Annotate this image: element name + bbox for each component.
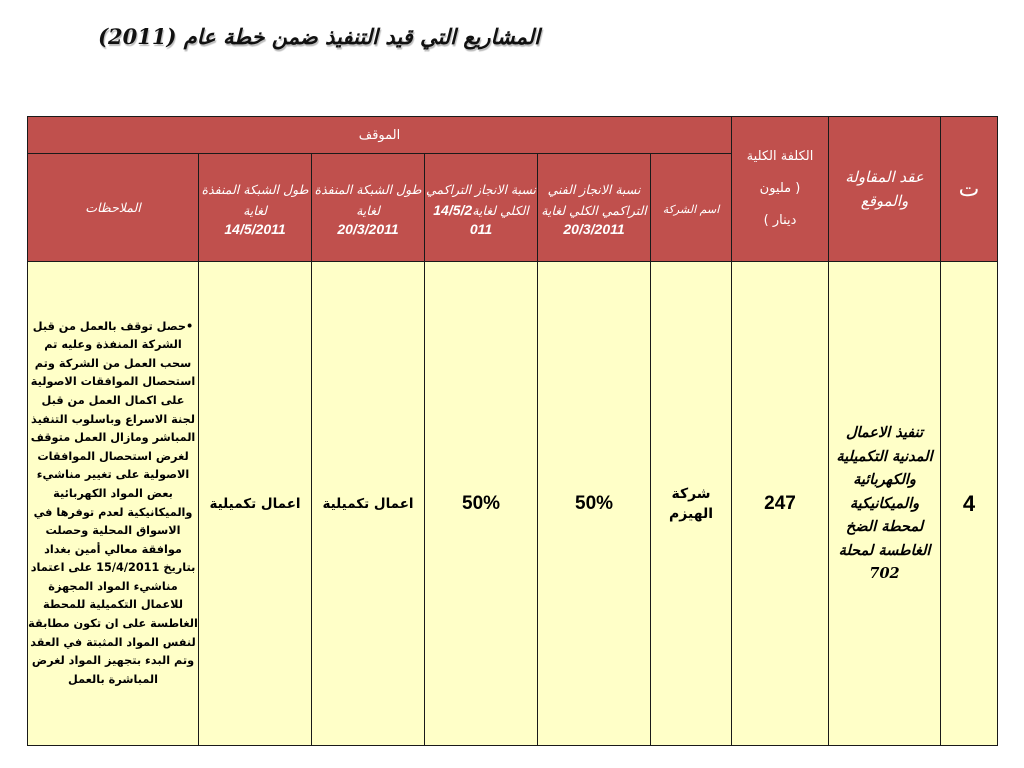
cell-network-length-2: اعمال تكميلية	[199, 262, 312, 746]
cell-notes: •حصل توقف بالعمل من قبل الشركة المنفذة وعليه تم سحب العمل من الشركة وتم استحصال الموافقات الاصولية على اكمال العمل من قبل لجنة الاسراع وباسلوب التنفيذ المباشر ومازال العمل متوقف لغرض استحصال الموافقات الاصولية على تغيير مناشيء بعض المواد الكهربائية والميكانيكية لعدم توفرها في الاسواق المحلية وحصلت موافقة معالي أمين بغداد بتاريخ 15/4/2011 على اعتماد مناشيء المواد المجهزة للاعمال التكميلية للمحطة الغاطسة على ان تكون مطابقة لنفس المواد المثبتة في العقد وتم البدء بتجهيز المواد لغرض المباشرة بالعمل	[28, 262, 199, 746]
header-network-length-1	[312, 154, 425, 262]
header-seq: ت	[941, 117, 998, 262]
header-cumulative-progress-date-tail: 011	[469, 220, 493, 237]
header-status-group: الموقف	[28, 117, 732, 154]
table-row	[28, 262, 998, 746]
cell-company: شركة الهيزم	[651, 262, 732, 746]
header-company-label: اسم الشركة	[662, 203, 720, 216]
header-technical-progress	[538, 154, 651, 262]
header-technical-progress-label: نسبة الانجاز الفني التراكمي الكلي لغاية	[541, 181, 647, 218]
header-cost-line1: الكلفة الكلية	[746, 149, 814, 164]
header-notes-label: الملاحظات	[85, 200, 141, 215]
cell-cumulative-progress: 50%	[425, 262, 538, 746]
projects-table	[27, 116, 998, 746]
header-network-length-2-date: 14/5/2011	[224, 220, 286, 237]
header-network-length-2	[199, 154, 312, 262]
header-contract	[829, 117, 941, 262]
cell-contract: تنفيذ الاعمال المدنية التكميلية والكهربائية والميكانيكية لمحطة الضخ الغاطسة لمحلة 702	[829, 262, 941, 746]
page-title: المشاريع التي قيد التنفيذ ضمن خطة عام (2011)	[98, 24, 540, 49]
header-network-length-2-label: طول الشبكة المنفذة لغاية	[201, 181, 309, 218]
header-network-length-1-date: 20/3/2011	[337, 220, 399, 237]
header-cost-line3: دينار )	[763, 213, 797, 228]
header-company	[651, 154, 732, 262]
cell-technical-progress: 50%	[538, 262, 651, 746]
cell-network-length-1: اعمال تكميلية	[312, 262, 425, 746]
header-cumulative-progress-date: 14/5/2	[433, 201, 473, 218]
header-row-top	[28, 117, 998, 154]
header-technical-progress-date: 20/3/2011	[563, 220, 625, 237]
cell-seq: 4	[941, 262, 998, 746]
header-notes	[28, 154, 199, 262]
header-cost-line2: ( مليون	[759, 181, 801, 196]
header-network-length-1-label: طول الشبكة المنفذة لغاية	[314, 181, 422, 218]
header-cost	[732, 117, 829, 262]
cell-cost: 247	[732, 262, 829, 746]
header-cumulative-progress	[425, 154, 538, 262]
header-cumulative-progress-label: نسبة الانجاز التراكمي الكلي لغاية	[425, 181, 537, 218]
header-contract-label: عقد المقاولة والموقع	[845, 168, 924, 210]
